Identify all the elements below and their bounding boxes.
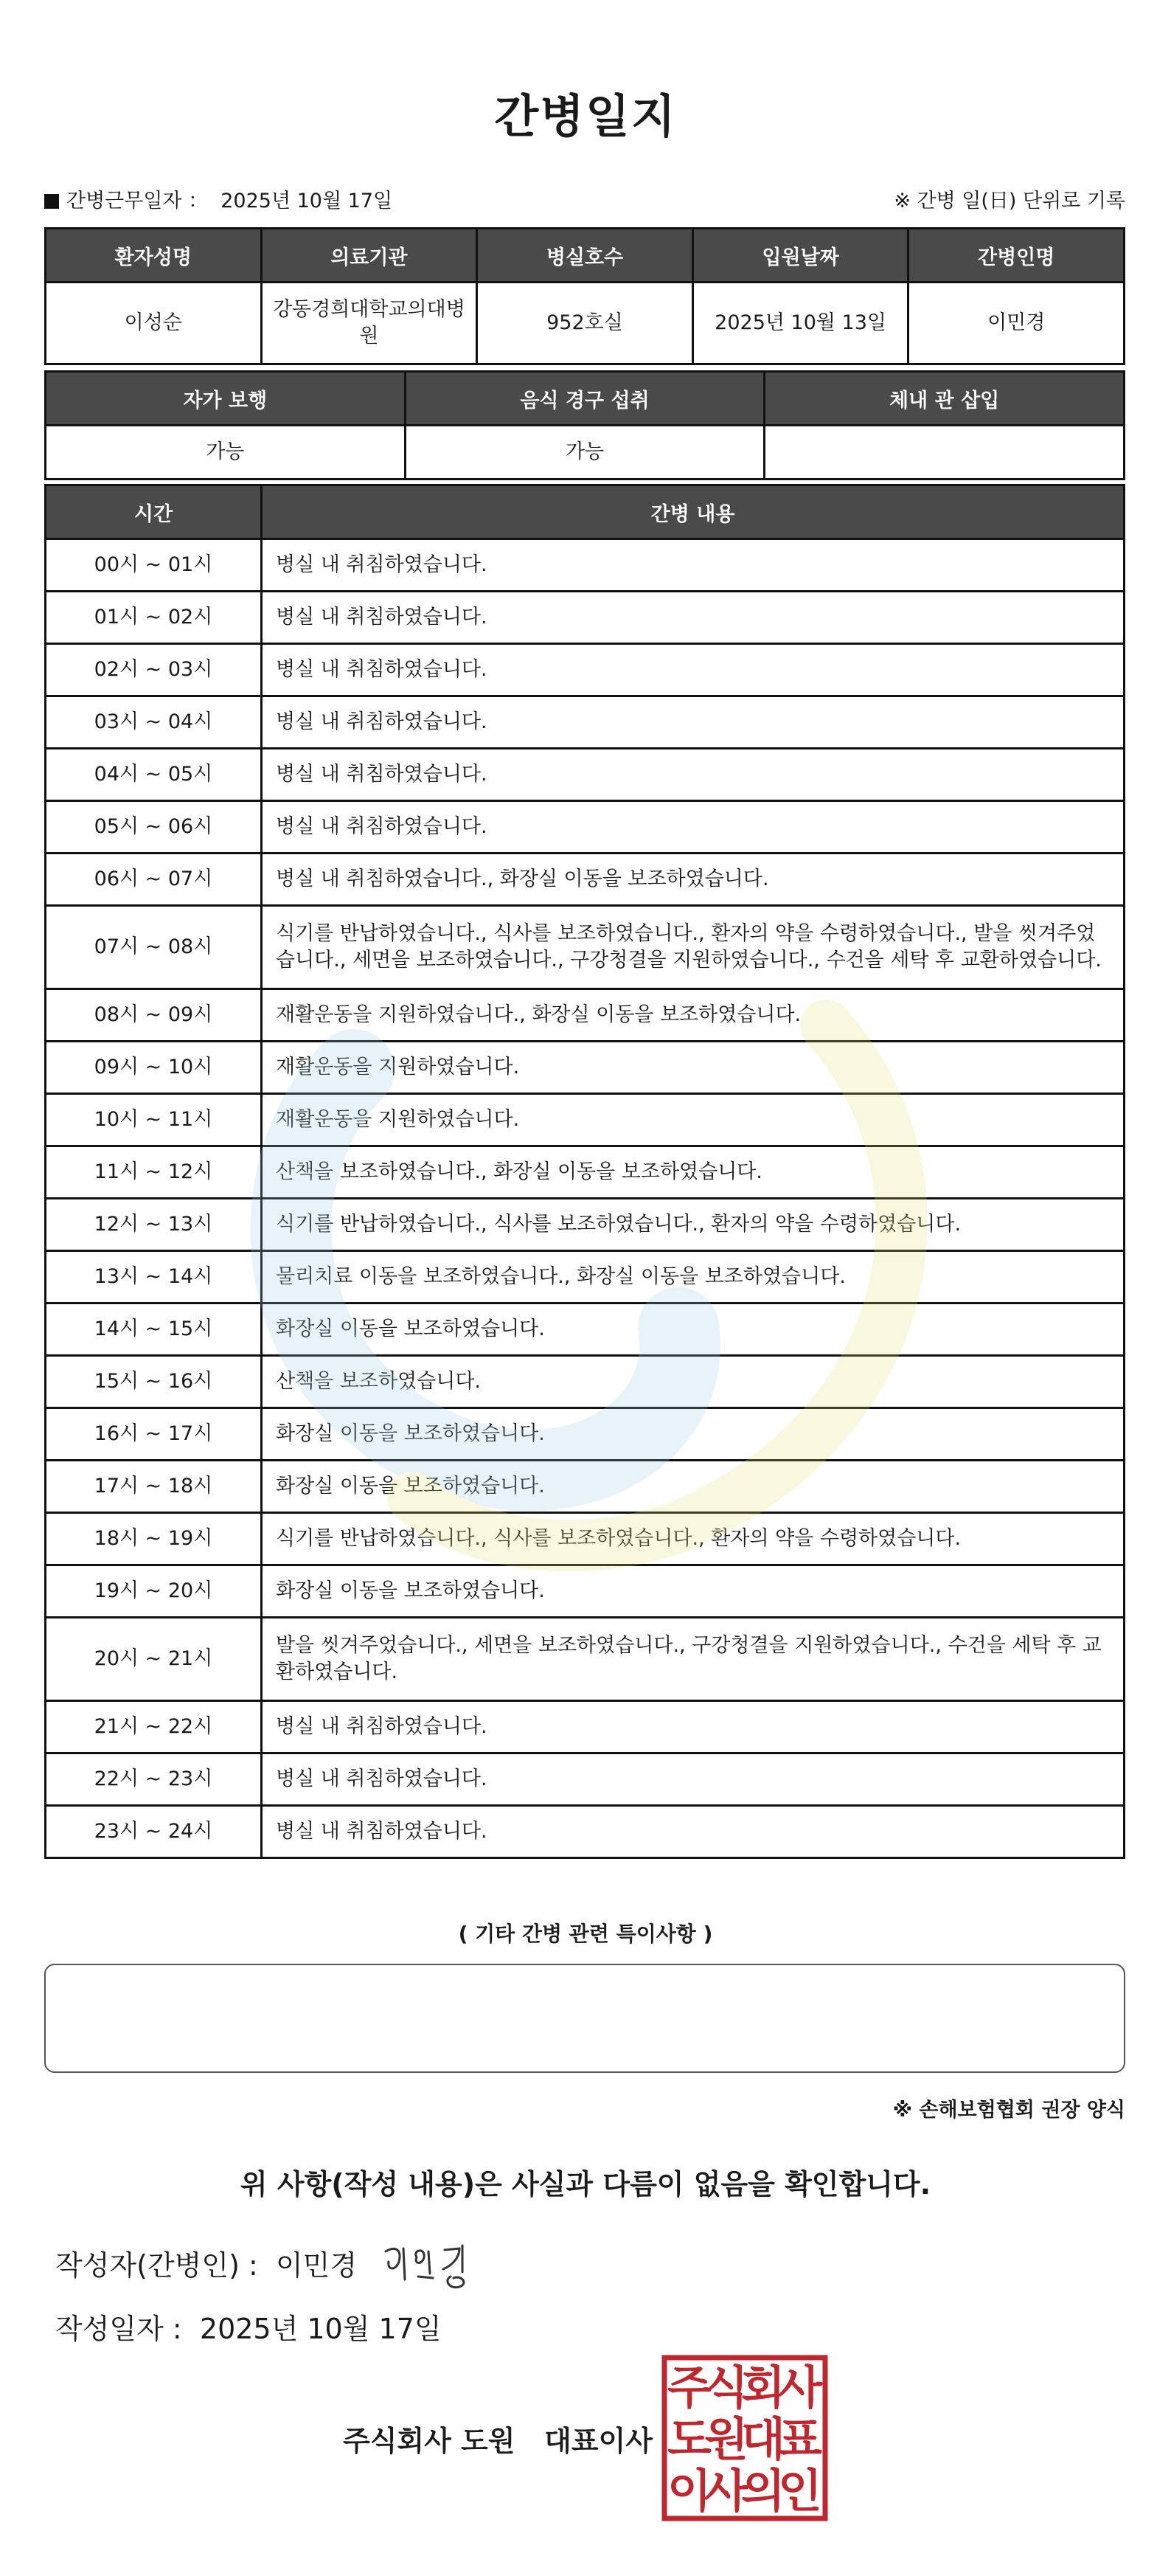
log-time: 23시 ~ 24시 bbox=[46, 1806, 262, 1858]
header-time: 시간 bbox=[46, 485, 262, 539]
log-content: 병실 내 취침하였습니다. bbox=[262, 1701, 1125, 1753]
log-time: 20시 ~ 21시 bbox=[46, 1618, 262, 1701]
svg-text:대: 대 bbox=[741, 2412, 785, 2466]
log-content: 재활운동을 지원하였습니다. bbox=[262, 1042, 1125, 1094]
header-patient-name: 환자성명 bbox=[46, 229, 262, 283]
log-content: 병실 내 취침하였습니다. bbox=[262, 644, 1125, 696]
writer-name: 이민경 bbox=[275, 2249, 358, 2282]
hospital-name: 강동경희대학교의대병원 bbox=[261, 283, 477, 364]
log-content: 식기를 반납하였습니다., 식사를 보조하였습니다., 환자의 약을 수령하였습니다., 발을 씻겨주었습니다., 세면을 보조하였습니다., 구강청결을 지원하였습니다., 수건을 세탁 후 교환하였습니다. bbox=[262, 906, 1125, 989]
log-time: 13시 ~ 14시 bbox=[46, 1251, 262, 1303]
log-time: 00시 ~ 01시 bbox=[46, 539, 262, 592]
log-time: 08시 ~ 09시 bbox=[46, 989, 262, 1042]
table-row bbox=[46, 1618, 1125, 1701]
log-time: 14시 ~ 15시 bbox=[46, 1303, 262, 1356]
patient-info-table bbox=[44, 227, 1125, 365]
table-row bbox=[46, 1806, 1125, 1858]
log-time: 18시 ~ 19시 bbox=[46, 1513, 262, 1565]
log-time: 02시 ~ 03시 bbox=[46, 644, 262, 696]
work-date-value: 2025년 10월 17일 bbox=[220, 190, 393, 212]
written-date-line bbox=[55, 2306, 442, 2347]
svg-text:사: 사 bbox=[704, 2464, 748, 2518]
header-self-walking: 자가 보행 bbox=[46, 372, 406, 426]
table-row bbox=[46, 749, 1125, 801]
log-time: 21시 ~ 22시 bbox=[46, 1701, 262, 1753]
log-time: 19시 ~ 20시 bbox=[46, 1565, 262, 1618]
log-content: 물리치료 이동을 보조하였습니다., 화장실 이동을 보조하였습니다. bbox=[262, 1251, 1125, 1303]
svg-text:표: 표 bbox=[778, 2412, 822, 2466]
log-content: 화장실 이동을 보조하였습니다. bbox=[262, 1565, 1125, 1618]
table-row bbox=[46, 1565, 1125, 1618]
handwritten-signature bbox=[380, 2235, 490, 2294]
square-bullet-icon bbox=[44, 194, 59, 209]
remarks-title: ( 기타 간병 관련 특이사항 ) bbox=[458, 1922, 713, 1946]
table-row bbox=[46, 1701, 1125, 1753]
oral-intake-value: 가능 bbox=[405, 426, 765, 479]
log-content: 화장실 이동을 보조하였습니다. bbox=[262, 1408, 1125, 1461]
header-oral-intake: 음식 경구 섭취 bbox=[405, 372, 765, 426]
svg-text:사: 사 bbox=[778, 2361, 822, 2414]
table-row bbox=[46, 1753, 1125, 1806]
log-time: 12시 ~ 13시 bbox=[46, 1199, 262, 1251]
log-time: 05시 ~ 06시 bbox=[46, 801, 262, 854]
table-row bbox=[46, 539, 1125, 592]
log-content: 화장실 이동을 보조하였습니다. bbox=[262, 1461, 1125, 1513]
log-content: 재활운동을 지원하였습니다., 화장실 이동을 보조하였습니다. bbox=[262, 989, 1125, 1042]
page-title: 간병일지 bbox=[494, 89, 677, 143]
header-room: 병실호수 bbox=[477, 229, 693, 283]
header-caregiver: 간병인명 bbox=[908, 229, 1125, 283]
log-content: 발을 씻겨주었습니다., 세면을 보조하였습니다., 구강청결을 지원하였습니다., 수건을 세탁 후 교환하였습니다. bbox=[262, 1618, 1125, 1701]
patient-name: 이성순 bbox=[46, 283, 262, 364]
svg-text:인: 인 bbox=[778, 2464, 822, 2518]
table-row bbox=[46, 696, 1125, 749]
company-seal bbox=[660, 2353, 830, 2523]
log-time: 01시 ~ 02시 bbox=[46, 592, 262, 644]
log-time: 15시 ~ 16시 bbox=[46, 1356, 262, 1408]
caregiver-name: 이민경 bbox=[908, 283, 1125, 364]
room-number: 952호실 bbox=[477, 283, 693, 364]
table-row bbox=[46, 592, 1125, 644]
header-care-content: 간병 내용 bbox=[262, 485, 1125, 539]
svg-text:회: 회 bbox=[741, 2361, 785, 2414]
table-row bbox=[46, 906, 1125, 989]
log-content: 병실 내 취침하였습니다. bbox=[262, 539, 1125, 592]
svg-text:원: 원 bbox=[704, 2412, 748, 2466]
remarks-box[interactable] bbox=[44, 1964, 1125, 2073]
log-content: 식기를 반납하였습니다., 식사를 보조하였습니다., 환자의 약을 수령하였습니다. bbox=[262, 1199, 1125, 1251]
written-date-value: 2025년 10월 17일 bbox=[199, 2313, 442, 2345]
header-tube-insertion: 체내 관 삽입 bbox=[765, 372, 1125, 426]
log-time: 10시 ~ 11시 bbox=[46, 1094, 262, 1146]
log-time: 04시 ~ 05시 bbox=[46, 749, 262, 801]
header-hospital: 의료기관 bbox=[261, 229, 477, 283]
patient-info-header-row bbox=[46, 229, 1125, 283]
table-row bbox=[46, 801, 1125, 854]
writer-line bbox=[55, 2243, 357, 2283]
table-row bbox=[46, 644, 1125, 696]
watermark-logo bbox=[221, 981, 959, 1571]
svg-text:이: 이 bbox=[667, 2464, 712, 2518]
patient-ability-table bbox=[44, 370, 1125, 480]
svg-text:도: 도 bbox=[667, 2412, 712, 2466]
work-date-label: 간병근무일자 ： bbox=[66, 190, 209, 212]
log-time: 09시 ~ 10시 bbox=[46, 1042, 262, 1094]
svg-text:식: 식 bbox=[704, 2361, 748, 2414]
svg-text:주: 주 bbox=[667, 2361, 712, 2414]
self-walking-value: 가능 bbox=[46, 426, 406, 479]
log-time: 11시 ~ 12시 bbox=[46, 1146, 262, 1199]
log-content: 화장실 이동을 보조하였습니다. bbox=[262, 1303, 1125, 1356]
log-content: 병실 내 취침하였습니다. bbox=[262, 1753, 1125, 1806]
log-content: 산책을 보조하였습니다. bbox=[262, 1356, 1125, 1408]
tube-insertion-value bbox=[765, 426, 1125, 479]
watermark-blue-swoosh bbox=[291, 1070, 680, 1470]
log-time: 07시 ~ 08시 bbox=[46, 906, 262, 989]
written-date-label: 작성일자 : bbox=[55, 2313, 182, 2345]
log-content: 병실 내 취침하였습니다. bbox=[262, 749, 1125, 801]
log-content: 재활운동을 지원하였습니다. bbox=[262, 1094, 1125, 1146]
form-note: ※ 손해보험협회 권장 양식 bbox=[892, 2099, 1125, 2122]
log-content: 식기를 반납하였습니다., 식사를 보조하였습니다., 환자의 약을 수령하였습니다. bbox=[262, 1513, 1125, 1565]
svg-text:의: 의 bbox=[741, 2464, 785, 2518]
work-date bbox=[44, 184, 392, 213]
log-content: 산책을 보조하였습니다., 화장실 이동을 보조하였습니다. bbox=[262, 1146, 1125, 1199]
table-row bbox=[46, 854, 1125, 906]
ability-header-row bbox=[46, 372, 1125, 426]
log-content: 병실 내 취침하였습니다. bbox=[262, 1806, 1125, 1858]
confirmation-statement: 위 사항(작성 내용)은 사실과 다름이 없음을 확인합니다. bbox=[240, 2168, 931, 2201]
patient-info-value-row bbox=[46, 283, 1125, 364]
company-representative: 주식회사 도원 대표이사 bbox=[343, 2425, 653, 2457]
care-log-header-row bbox=[46, 485, 1125, 539]
writer-label: 작성자(간병인) : bbox=[55, 2249, 258, 2282]
meta-row bbox=[44, 184, 1125, 214]
log-time: 06시 ~ 07시 bbox=[46, 854, 262, 906]
ability-value-row bbox=[46, 426, 1125, 479]
admission-date: 2025년 10월 13일 bbox=[692, 283, 908, 364]
record-unit-note: ※ 간병 일(日) 단위로 기록 bbox=[894, 190, 1125, 212]
log-content: 병실 내 취침하였습니다., 화장실 이동을 보조하였습니다. bbox=[262, 854, 1125, 906]
log-time: 16시 ~ 17시 bbox=[46, 1408, 262, 1461]
log-content: 병실 내 취침하였습니다. bbox=[262, 696, 1125, 749]
log-time: 03시 ~ 04시 bbox=[46, 696, 262, 749]
header-admission-date: 입원날짜 bbox=[692, 229, 908, 283]
log-content: 병실 내 취침하였습니다. bbox=[262, 592, 1125, 644]
log-time: 17시 ~ 18시 bbox=[46, 1461, 262, 1513]
log-time: 22시 ~ 23시 bbox=[46, 1753, 262, 1806]
log-content: 병실 내 취침하였습니다. bbox=[262, 801, 1125, 854]
